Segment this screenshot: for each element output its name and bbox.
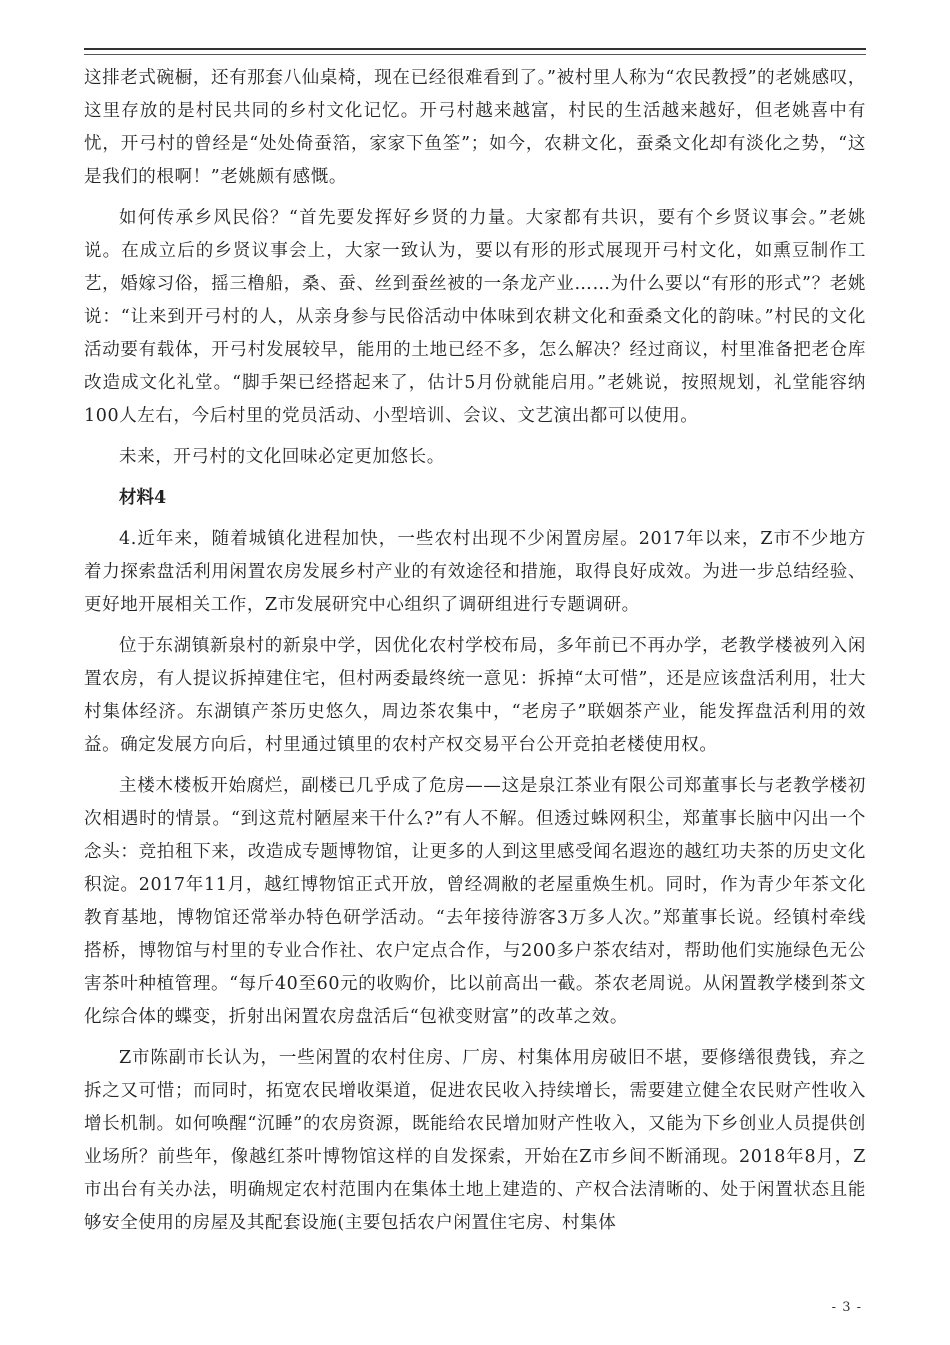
paragraph-future: 未来，开弓村的文化回味必定更加悠长。 — [119, 447, 445, 467]
page-number: - 3 - — [831, 1300, 862, 1315]
header-rule — [84, 48, 866, 50]
document-body — [84, 62, 866, 1248]
section-heading-material-4: 材料4 — [119, 488, 167, 508]
paragraph-material-4-intro: 4.近年来，随着城镇化进程加快，一些农村出现不少闲置房屋。2017年以来，Z市不少地方着力探索盘活利用闲置农房发展乡村产业的有效途径和措施，取得良好成效。为进一步总结经验、更好地开展相关工作，Z市发展研究中心组织了调研组进行专题调研。 — [84, 529, 866, 615]
paragraph-tea-museum: 主楼木楼板开始腐烂，副楼已几乎成了危房——这是泉江茶业有限公司郑董事长与老教学楼初次相遇时的情景。“到这荒村陋屋来干什么?”有人不解。但透过蛛网积尘，郑董事长脑中闪出一个念头：竞拍租下来，改造成专题博物馆，让更多的人到这里感受闻名遐迩的越红功夫茶的历史文化积淀。2017年11月，越红博物馆正式开放，曾经凋敝的老屋重焕生机。同时，作为青少年茶文化教育基地，博物馆还常举办特色研学活动。“去年接待游客3万多人次。”郑董事长说。经镇村牵线搭桥，博物馆与村里的专业合作社、农户定点合作，与200多户茶农结对，帮助他们实施绿色无公害茶叶种植管理。“每斤40至60元的收购价，比以前高出一截。茶农老周说。从闲置教学楼到茶文化综合体的蝶变，折射出闲置农房盘活后“包袱变财富”的改革之效。 — [84, 776, 866, 1027]
paragraph-vice-mayor: Z市陈副市长认为，一些闲置的农村住房、厂房、村集体用房破旧不堪，要修缮很费钱，弃之拆之又可惜；而同时，拓宽农民增收渠道，促进农民收入持续增长，需要建立健全农民财产性收入增长机制。如何唤醒“沉睡”的农房资源，既能给农民增加财产性收入，又能为下乡创业人员提供创业场所？前些年，像越红茶叶博物馆这样的自发探索，开始在Z市乡间不断涌现。2018年8月，Z市出台有关办法，明确规定农村范围内在集体土地上建造的、产权合法清晰的、处于闲置状态且能够安全使用的房屋及其配套设施(主要包括农户闲置住宅房、村集体 — [84, 1048, 866, 1233]
paragraph-folk-customs: 如何传承乡风民俗？“首先要发挥好乡贤的力量。大家都有共识，要有个乡贤议事会。”老姚说。在成立后的乡贤议事会上，大家一致认为，要以有形的形式展现开弓村文化，如熏豆制作工艺，婚嫁习俗，摇三橹船，桑、蚕、丝到蚕丝被的一条龙产业……为什么要以“有形的形式”？老姚说：“让来到开弓村的人，从亲身参与民俗活动中体味到农耕文化和蚕桑文化的韵味。”村民的文化活动要有载体，开弓村发展较早，能用的土地已经不多，怎么解决？经过商议，村里准备把老仓库改造成文化礼堂。“脚手架已经搭起来了，估计5月份就能启用。”老姚说，按照规划，礼堂能容纳100人左右，今后村里的党员活动、小型培训、会议、文艺演出都可以使用。 — [84, 208, 866, 426]
paragraph-xinquan-school: 位于东湖镇新泉村的新泉中学，因优化农村学校布局，多年前已不再办学，老教学楼被列入闲置农房，有人提议拆掉建住宅，但村两委最终统一意见：拆掉“太可惜”，还是应该盘活利用，壮大村集体经济。东湖镇产茶历史悠久，周边茶农集中，“老房子”联姻茶产业，能发挥盘活利用的效益。确定发展方向后，村里通过镇里的农村产权交易平台公开竞拍老楼使用权。 — [84, 636, 866, 755]
header-rule-thin — [84, 54, 866, 55]
paragraph-continued: 这排老式碗橱，还有那套八仙桌椅，现在已经很难看到了。”被村里人称为“农民教授”的老姚感叹，这里存放的是村民共同的乡村文化记忆。开弓村越来越富，村民的生活越来越好，但老姚喜中有忧，开弓村的曾经是“处处倚蚕箔，家家下鱼筌”；如今，农耕文化，蚕桑文化却有淡化之势，“这是我们的根啊！”老姚颇有感慨。 — [84, 68, 866, 187]
